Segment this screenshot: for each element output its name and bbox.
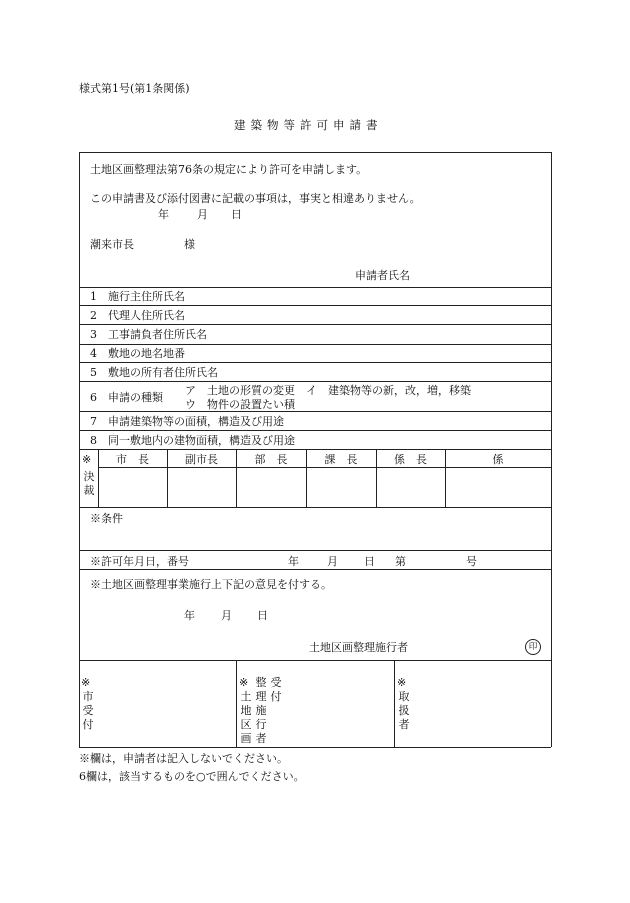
item-label: 敷地の所有者住所氏名 xyxy=(108,366,218,379)
item-label: 同一敷地内の建物面積，構造及び用途 xyxy=(108,434,295,447)
item-number: 6 xyxy=(90,391,97,404)
addressee: 潮来市長 xyxy=(90,238,134,251)
opinion-statement: ※土地区画整理事業施行上下記の意見を付する。 xyxy=(90,578,332,591)
item-number: 1 xyxy=(90,290,97,303)
item-number: 7 xyxy=(90,415,97,428)
opinion-day-label: 日 xyxy=(257,609,268,622)
handler-label: 取扱者 xyxy=(398,690,410,731)
item-number: 2 xyxy=(90,309,97,322)
application-type-options: ウ 物件の設置たい積 xyxy=(185,398,295,411)
land-readjustment-label-col: 受付 xyxy=(270,676,282,703)
item-label: 敷地の地名地番 xyxy=(108,347,185,360)
role-mayor: 市 長 xyxy=(116,453,149,466)
application-type-options: ア 土地の形質の変更 イ 建築物等の新，改，増，移築 xyxy=(185,384,471,397)
required-mark: ※ xyxy=(82,453,92,466)
intro-declaration: この申請書及び添付図書に記載の事項は，事実と相違ありません。 xyxy=(90,192,421,205)
permit-label: ※許可年月日，番号 xyxy=(90,555,189,568)
footnote: 6欄は，該当するものを○で囲んでください。 xyxy=(79,770,305,783)
permit-month-label: 月 xyxy=(327,555,338,568)
item-number: 5 xyxy=(90,366,97,379)
item-number: 3 xyxy=(90,328,97,341)
opinion-month-label: 月 xyxy=(221,609,232,622)
item-label: 申請の種類 xyxy=(108,391,163,404)
role-subsection-chief: 係 長 xyxy=(394,453,427,466)
item-label: 施行主住所氏名 xyxy=(108,290,185,303)
opinion-year-label: 年 xyxy=(184,609,195,622)
land-readjustment-label-col: 土地区画 xyxy=(240,690,252,745)
item-label: 工事請負者住所氏名 xyxy=(108,328,207,341)
form-title: 建築物等許可申請書 xyxy=(234,118,383,132)
honorific: 様 xyxy=(184,238,195,251)
date-day-label: 日 xyxy=(231,208,242,221)
date-month-label: 月 xyxy=(197,208,208,221)
footnote: ※欄は，申請者は記入しないでください。 xyxy=(79,752,288,765)
role-department-head: 部 長 xyxy=(254,453,288,466)
seal-icon: 印 xyxy=(525,639,541,655)
permit-year-label: 年 xyxy=(288,555,299,568)
date-year-label: 年 xyxy=(158,208,169,221)
role-section-chief: 課 長 xyxy=(324,453,358,466)
item-label: 代理人住所氏名 xyxy=(108,309,185,322)
item-label: 申請建築物等の面積，構造及び用途 xyxy=(108,415,284,428)
role-staff: 係 xyxy=(492,453,504,466)
city-receipt-label: 市受付 xyxy=(82,690,94,731)
permit-number-prefix: 第 xyxy=(395,555,406,568)
form-number: 様式第1号(第1条関係) xyxy=(79,82,190,95)
city-receipt-mark: ※ xyxy=(81,676,91,689)
land-readjustment-label-col: 整理施行者 xyxy=(255,676,267,745)
item-number: 4 xyxy=(90,347,97,360)
applicant-name-label: 申請者氏名 xyxy=(355,269,410,282)
executor-label: 土地区画整理施行者 xyxy=(309,641,408,654)
land-readjustment-mark: ※ xyxy=(239,676,249,689)
conditions-label: ※条件 xyxy=(90,512,123,525)
permit-number-suffix: 号 xyxy=(466,555,477,568)
decision-label: 決裁 xyxy=(83,470,95,497)
permit-day-label: 日 xyxy=(364,555,375,568)
handler-mark: ※ xyxy=(397,676,407,689)
role-deputy-mayor: 副市長 xyxy=(185,453,218,466)
item-number: 8 xyxy=(90,434,97,447)
intro-statement: 土地区画整理法第76条の規定により許可を申請します。 xyxy=(90,163,368,176)
